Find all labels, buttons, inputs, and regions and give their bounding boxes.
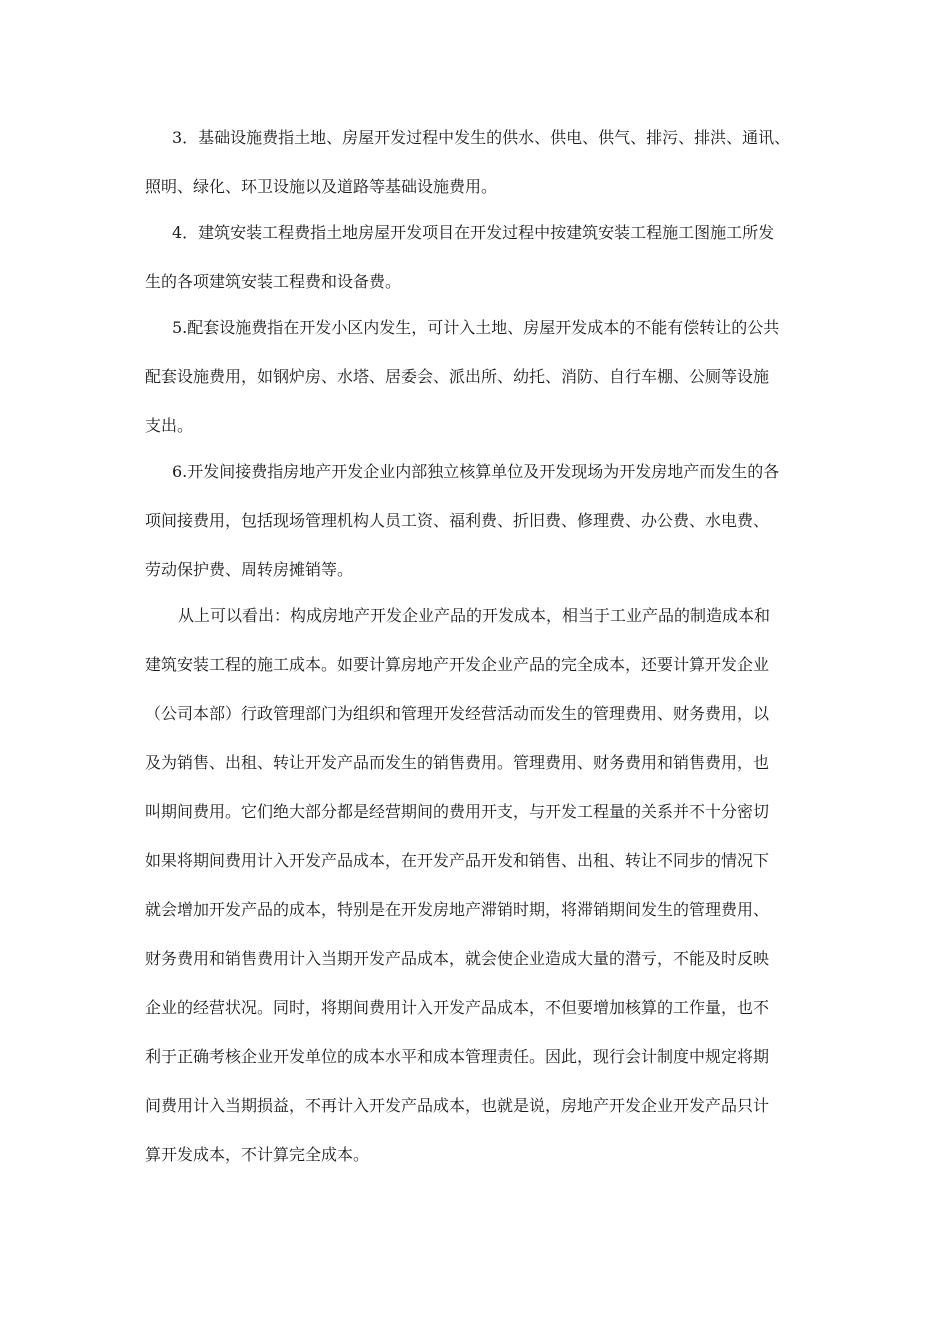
- text-line: （公司本部）行政管理部门为组织和管理开发经营活动而发生的管理费用、财务费用，以: [145, 704, 770, 723]
- text-line: 5.配套设施费指在开发小区内发生，可计入土地、房屋开发成本的不能有偿转让的公共: [172, 318, 780, 337]
- text-line: 及为销售、出租、转让开发产品而发生的销售费用。管理费用、财务费用和销售费用，也: [145, 753, 770, 772]
- text-line: 就会增加开发产品的成本，特别是在开发房地产滞销时期，将滞销期间发生的管理费用、: [145, 900, 770, 919]
- text-line: 6.开发间接费指房地产开发企业内部独立核算单位及开发现场为开发房地产而发生的各: [172, 462, 780, 481]
- text-line: 算开发成本，不计算完全成本。: [145, 1145, 370, 1164]
- text-line: 如果将期间费用计入开发产品成本，在开发产品开发和销售、出租、转让不同步的情况下: [145, 851, 770, 870]
- text-line: 3．基础设施费指土地、房屋开发过程中发生的供水、供电、供气、排污、排洪、通讯、: [172, 128, 791, 147]
- text-line: 支出。: [145, 416, 194, 435]
- text-line: 配套设施费用，如钢炉房、水塔、居委会、派出所、幼托、消防、自行车棚、公厕等设施: [145, 367, 770, 386]
- text-line: 项间接费用，包括现场管理机构人员工资、福利费、折旧费、修理费、办公费、水电费、: [145, 511, 770, 530]
- text-line: 4．建筑安装工程费指土地房屋开发项目在开发过程中按建筑安装工程施工图施工所发: [172, 223, 775, 242]
- text-line: 建筑安装工程的施工成本。如要计算房地产开发企业产品的完全成本，还要计算开发企业: [145, 655, 770, 674]
- text-line: 照明、绿化、环卫设施以及道路等基础设施费用。: [145, 177, 498, 196]
- text-line: 利于正确考核企业开发单位的成本水平和成本管理责任。因此，现行会计制度中规定将期: [145, 1047, 770, 1066]
- text-line: 财务费用和销售费用计入当期开发产品成本，就会使企业造成大量的潜亏，不能及时反映: [145, 949, 770, 968]
- text-line: 从上可以看出：构成房地产开发企业产品的开发成本，相当于工业产品的制造成本和: [178, 606, 771, 625]
- text-line: 劳动保护费、周转房摊销等。: [145, 560, 354, 579]
- text-line: 叫期间费用。它们绝大部分都是经营期间的费用开支，与开发工程量的关系并不十分密切: [145, 802, 770, 821]
- text-line: 生的各项建筑安装工程费和设备费。: [145, 272, 402, 291]
- text-line: 间费用计入当期损益，不再计入开发产品成本，也就是说，房地产开发企业开发产品只计: [145, 1096, 770, 1115]
- text-line: 企业的经营状况。同时，将期间费用计入开发产品成本，不但要增加核算的工作量，也不: [145, 998, 770, 1017]
